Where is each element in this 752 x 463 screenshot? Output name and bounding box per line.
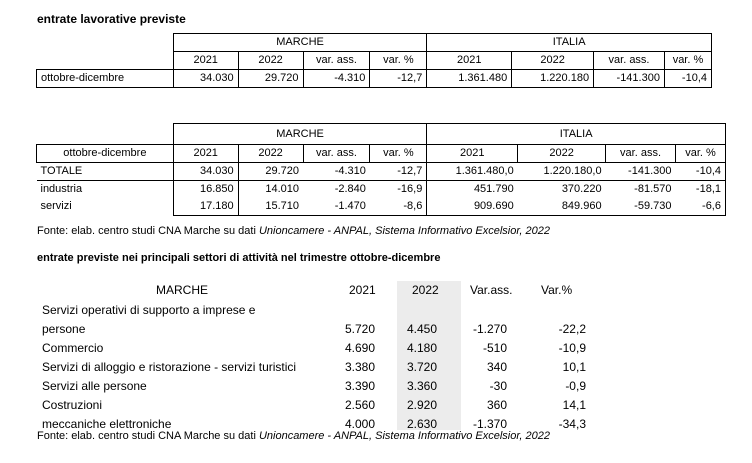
table-row <box>36 377 596 396</box>
t2-header: 2021 <box>427 145 518 163</box>
t3-header: 2021 <box>349 283 376 297</box>
t3-cell: -1.370 <box>472 417 507 431</box>
source-italic: Unioncamere - ANPAL, Sistema Informativo Excelsior, 2022 <box>258 225 550 237</box>
t3-cell: 10,1 <box>562 360 586 374</box>
t2-header: 2021 <box>173 145 238 163</box>
t2-group-marche: MARCHE <box>173 124 427 145</box>
source-prefix: Fonte: elab. centro studi CNA Marche su dati <box>37 225 259 237</box>
table-row <box>36 396 596 415</box>
t2-row-label: TOTALE <box>37 163 174 181</box>
t3-cell: 3.390 <box>344 379 375 393</box>
t3-cell: -1.270 <box>472 322 507 336</box>
t1-row-label: ottobre-dicembre <box>37 70 174 88</box>
t2-cell: 15.710 <box>238 198 303 216</box>
t1-header: var. % <box>370 52 427 70</box>
t2-cell: 34.030 <box>173 163 238 181</box>
t3-cell: 360 <box>486 398 507 412</box>
table-row <box>37 181 726 199</box>
t2-cell: 370.220 <box>561 183 602 195</box>
t3-cell: 5.720 <box>344 322 375 336</box>
t3-row-label: Servizi alle persone <box>42 379 147 393</box>
t3-cell: 4.000 <box>344 417 375 431</box>
t2-cell: -2.840 <box>334 183 366 195</box>
t2-cell: 29.720 <box>238 163 303 181</box>
t3-cell: 4.450 <box>406 322 437 336</box>
t2-cell: 17.180 <box>173 198 238 216</box>
t2-cell: 14.010 <box>265 183 300 195</box>
t3-row-label: Servizi di alloggio e ristorazione - servizi turistici <box>42 360 297 374</box>
t1-cell: -141.300 <box>594 70 665 88</box>
t2-cell: -4.310 <box>303 163 370 181</box>
t3-header: MARCHE <box>156 283 209 297</box>
t2-row-label: servizi <box>40 200 72 213</box>
t3-row-label: Costruzioni <box>42 398 103 412</box>
t2-cell: -81.570 <box>634 183 672 195</box>
t2-cell: -12,7 <box>370 163 427 181</box>
t3-cell: -10,9 <box>558 341 586 355</box>
table1-title: entrate lavorative previste <box>37 12 186 26</box>
t2-cell: -18,1 <box>675 181 725 199</box>
t2-header: var. % <box>370 145 427 163</box>
t1-header: var. ass. <box>303 52 370 70</box>
t1-header: 2022 <box>512 52 594 70</box>
t1-group-italia: ITALIA <box>427 34 712 52</box>
table-row <box>37 198 726 216</box>
t1-cell: 1.220.180 <box>512 70 594 88</box>
t2-corner-label: ottobre-dicembre <box>37 145 174 163</box>
t1-group-marche: MARCHE <box>173 34 427 52</box>
source-prefix: Fonte: elab. centro studi CNA Marche su dati <box>37 430 259 442</box>
t2-header: var. ass. <box>606 145 676 163</box>
t2-cell: -59.730 <box>606 198 676 216</box>
table3 <box>36 281 596 434</box>
t1-cell: -4.310 <box>303 70 370 88</box>
t2-row-label: industria <box>40 183 83 195</box>
t3-cell: 3.380 <box>344 360 375 374</box>
t2-cell: -8,6 <box>370 198 427 216</box>
t3-header: Var.ass. <box>470 283 513 297</box>
source-note-2 <box>37 430 550 442</box>
t3-header-row <box>36 281 596 300</box>
t1-header: var. % <box>664 52 711 70</box>
t1-header: var. ass. <box>594 52 665 70</box>
t2-cell: 451.790 <box>473 183 514 195</box>
table1 <box>36 33 712 88</box>
t3-row-label: Commercio <box>42 341 104 355</box>
t1-cell: 1.361.480 <box>427 70 512 88</box>
t3-cell: 2.630 <box>406 417 437 431</box>
table2 <box>36 123 726 216</box>
t2-header: 2022 <box>238 145 303 163</box>
t3-cell: 2.920 <box>406 398 437 412</box>
t3-header: Var.% <box>541 283 573 297</box>
t3-row-label: persone <box>42 322 86 336</box>
t2-cell: -10,4 <box>675 163 725 181</box>
t2-cell: 909.690 <box>427 198 518 216</box>
t3-cell: -0,9 <box>565 379 586 393</box>
t3-row-label: meccaniche elettroniche <box>42 417 172 431</box>
t3-cell: 3.720 <box>406 360 437 374</box>
t3-cell: 14,1 <box>562 398 586 412</box>
t3-cell: -34,3 <box>558 417 586 431</box>
t2-header: 2022 <box>518 145 606 163</box>
table-row <box>36 339 596 358</box>
t1-cell: -12,7 <box>370 70 427 88</box>
t3-cell: 4.690 <box>344 341 375 355</box>
t2-header: var. ass. <box>303 145 370 163</box>
t3-cell: 2.560 <box>344 398 375 412</box>
table-row <box>37 70 712 88</box>
t2-cell: -1.470 <box>303 198 370 216</box>
t2-cell: -6,6 <box>675 198 725 216</box>
t2-cell: 16.850 <box>173 181 238 199</box>
t3-cell: -510 <box>482 341 507 355</box>
t1-cell: -10,4 <box>664 70 711 88</box>
t1-cell: 29.720 <box>238 70 303 88</box>
source-italic: Unioncamere - ANPAL, Sistema Informativo Excelsior, 2022 <box>258 430 550 442</box>
t3-cell: -22,2 <box>558 322 586 336</box>
t2-header: var. % <box>675 145 725 163</box>
t3-row-wrap <box>36 301 596 320</box>
t3-cell: -30 <box>489 379 507 393</box>
t3-row-label-line1: Servizi operativi di supporto a imprese e <box>42 303 256 317</box>
table-row <box>37 163 726 181</box>
t3-cell: 3.360 <box>406 379 437 393</box>
t2-cell: 1.361.480,0 <box>427 163 518 181</box>
table-row <box>36 358 596 377</box>
table-row <box>36 320 596 339</box>
t2-group-italia: ITALIA <box>427 124 726 145</box>
t3-header: 2022 <box>412 283 439 297</box>
t3-cell: 4.180 <box>406 341 437 355</box>
source-note-1 <box>37 225 550 237</box>
t2-cell: -141.300 <box>606 163 676 181</box>
t3-cell: 340 <box>486 360 507 374</box>
table3-title: entrate previste nei principali settori di attività nel trimestre ottobre-dicembre <box>37 252 441 264</box>
t1-header: 2021 <box>427 52 512 70</box>
t1-header: 2022 <box>238 52 303 70</box>
t2-cell: 1.220.180,0 <box>518 163 606 181</box>
t1-cell: 34.030 <box>173 70 238 88</box>
t2-cell: 849.960 <box>518 198 606 216</box>
t1-header: 2021 <box>173 52 238 70</box>
t2-cell: -16,9 <box>370 181 427 199</box>
